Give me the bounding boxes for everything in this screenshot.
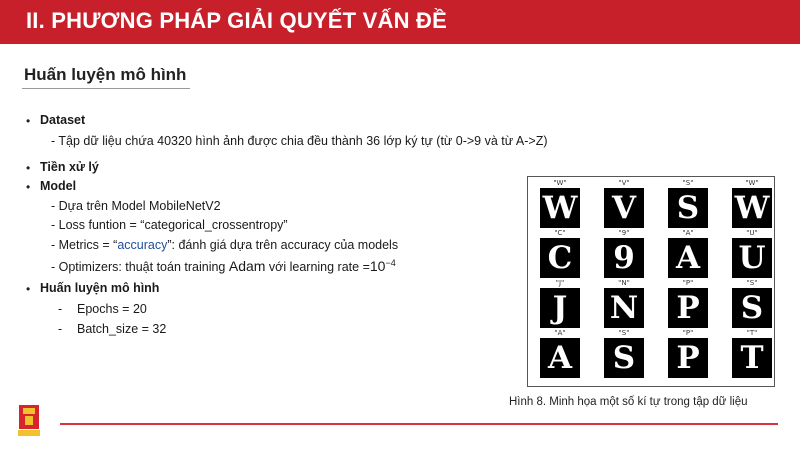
dash-marker: -: [58, 302, 63, 316]
character-class-label: "V": [618, 179, 630, 187]
character-image: C: [540, 238, 580, 278]
character-class-label: "P": [682, 279, 694, 287]
title-bar: [0, 0, 800, 44]
metrics-suffix: ”: đánh giá dựa trên accuracy của models: [167, 238, 399, 252]
character-class-label: "9": [618, 229, 630, 237]
character-image: W: [732, 188, 772, 228]
sample-characters-figure: [527, 176, 775, 387]
section-title-underline: [22, 88, 190, 89]
figure-caption: Hình 8. Minh họa một số kí tự trong tập dữ liệu: [509, 396, 748, 408]
character-image: A: [540, 338, 580, 378]
character-image: A: [668, 238, 708, 278]
dataset-detail: - Tập dữ liệu chứa 40320 hình ảnh được chia đều thành 36 lớp ký tự (từ 0->9 và từ A->Z): [51, 134, 548, 148]
dash-marker: -: [58, 322, 63, 336]
character-image: V: [604, 188, 644, 228]
optimizer-middle: với learning rate =: [265, 260, 370, 275]
learning-rate-exponent: −4: [385, 258, 396, 268]
learning-rate-base: 10: [369, 258, 386, 275]
character-class-label: "S": [746, 279, 758, 287]
training-label: Huấn luyện mô hình: [40, 281, 160, 295]
slide-title: II. PHƯƠNG PHÁP GIẢI QUYẾT VẤN ĐỀ: [26, 8, 447, 33]
batch-size-line: Batch_size = 32: [77, 322, 167, 336]
model-base-line: - Dựa trên Model MobileNetV2: [51, 199, 221, 213]
metrics-highlight: accuracy: [117, 238, 168, 252]
bullet-icon: •: [26, 180, 31, 194]
character-image: S: [732, 288, 772, 328]
bullet-icon: •: [26, 114, 31, 128]
character-class-label: "C": [554, 229, 566, 237]
character-class-label: "S": [682, 179, 694, 187]
section-title: Huấn luyện mô hình: [24, 65, 187, 84]
character-class-label: "A": [554, 329, 566, 337]
character-class-label: "U": [746, 229, 758, 237]
character-image: U: [732, 238, 772, 278]
optimizer-line: [51, 258, 396, 274]
optimizer-adam: Adam: [228, 258, 266, 275]
character-image: S: [668, 188, 708, 228]
character-class-label: "W": [745, 179, 759, 187]
character-class-label: "N": [618, 279, 630, 287]
character-class-label: "P": [682, 329, 694, 337]
character-class-label: "A": [682, 229, 694, 237]
metrics-prefix: - Metrics = “: [51, 238, 118, 252]
bullet-icon: •: [26, 161, 31, 175]
epochs-line: Epochs = 20: [77, 302, 147, 316]
character-image: S: [604, 338, 644, 378]
character-class-label: "S": [618, 329, 630, 337]
character-image: P: [668, 288, 708, 328]
character-class-label: "T": [746, 329, 758, 337]
loss-function-line: - Loss funtion = “categorical_crossentropy”: [51, 218, 288, 232]
footer-divider: [60, 423, 778, 425]
bullet-icon: •: [26, 282, 31, 296]
character-class-label: "W": [553, 179, 567, 187]
character-image: T: [732, 338, 772, 378]
optimizer-prefix: - Optimizers: thuật toán training: [51, 260, 229, 275]
model-label: Model: [40, 179, 77, 193]
university-logo-icon: [18, 404, 40, 438]
character-image: P: [668, 338, 708, 378]
character-image: N: [604, 288, 644, 328]
character-class-label: "J": [555, 279, 565, 287]
character-image: J: [540, 288, 580, 328]
character-image: 9: [604, 238, 644, 278]
preprocess-label: Tiền xử lý: [40, 160, 99, 174]
character-image: W: [540, 188, 580, 228]
metrics-line: [51, 238, 398, 252]
dataset-label: Dataset: [40, 113, 86, 127]
